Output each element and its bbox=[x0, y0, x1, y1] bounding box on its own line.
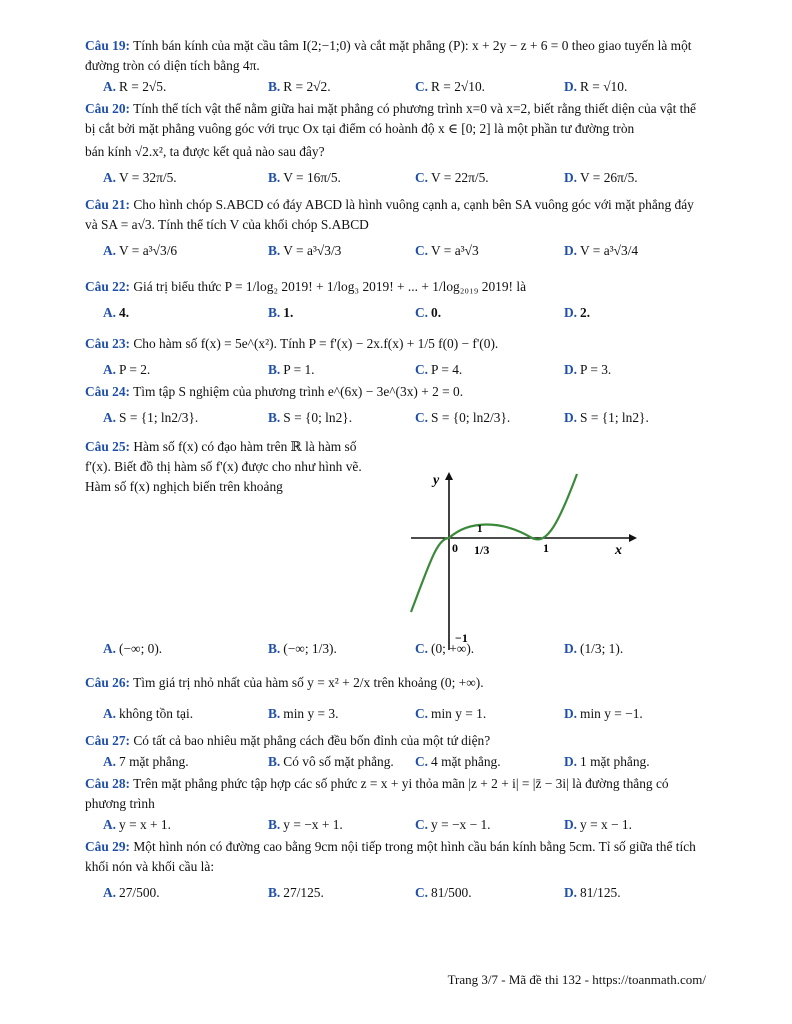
answers-26 bbox=[85, 699, 707, 729]
question-number: Câu 28: bbox=[85, 776, 131, 791]
question-number: Câu 29: bbox=[85, 839, 131, 854]
answer-d[interactable]: D. S = {1; ln2}. bbox=[564, 410, 649, 425]
question-number: Câu 23: bbox=[85, 336, 131, 351]
question-27 bbox=[85, 731, 707, 751]
question-number: Câu 24: bbox=[85, 384, 131, 399]
tick-one: 1 bbox=[543, 541, 549, 555]
answer-c[interactable]: C. S = {0; ln2/3}. bbox=[415, 410, 511, 425]
question-text: Có tất cả bao nhiêu mặt phẳng cách đều bốn đỉnh của một tứ diện? bbox=[133, 733, 491, 748]
answer-b[interactable]: B. (−∞; 1/3). bbox=[268, 641, 337, 656]
answer-a[interactable]: A. P = 2. bbox=[103, 362, 151, 377]
question-20 bbox=[85, 99, 707, 139]
question-text: bán kính √2.x², ta được kết quả nào sau đây? bbox=[85, 144, 325, 159]
question-number: Câu 20: bbox=[85, 101, 131, 116]
question-26 bbox=[85, 668, 707, 698]
question-number: Câu 22: bbox=[85, 279, 131, 294]
answer-b[interactable]: B. S = {0; ln2}. bbox=[268, 410, 353, 425]
answer-a[interactable]: A. V = a³√3/6 bbox=[103, 243, 178, 258]
peak-label: 1 bbox=[477, 523, 483, 535]
answer-d[interactable]: D. 2. bbox=[564, 305, 591, 320]
answer-d[interactable]: D. 1 mặt phẳng. bbox=[564, 754, 650, 769]
question-number: Câu 27: bbox=[85, 733, 131, 748]
answer-c[interactable]: C. P = 4. bbox=[415, 362, 463, 377]
answers-28 bbox=[85, 815, 707, 835]
answer-d[interactable]: D. 81/125. bbox=[564, 885, 621, 900]
answer-d[interactable]: D. V = a³√3/4 bbox=[564, 243, 639, 258]
question-number: Câu 25: bbox=[85, 439, 131, 454]
answers-22 bbox=[85, 303, 707, 323]
answer-b[interactable]: B. Có vô số mặt phẳng. bbox=[268, 754, 394, 769]
question-text: Cho hàm số f(x) = 5e^(x²). Tính P = f'(x) − 2x.f(x) + 1/5 f(0) − f'(0). bbox=[133, 336, 499, 351]
neg-one-label: −1 bbox=[455, 631, 468, 645]
answer-a[interactable]: A. (−∞; 0). bbox=[103, 641, 163, 656]
answer-c[interactable]: C. 0. bbox=[415, 305, 442, 320]
answer-c[interactable]: C. min y = 1. bbox=[415, 706, 487, 721]
question-number: Câu 21: bbox=[85, 197, 131, 212]
derivative-graph bbox=[407, 470, 637, 652]
answer-d[interactable]: D. (1/3; 1). bbox=[564, 641, 624, 656]
answer-c[interactable]: C. y = −x − 1. bbox=[415, 817, 491, 832]
answers-20 bbox=[85, 163, 707, 193]
answers-27 bbox=[85, 752, 707, 772]
question-text: Giá trị biểu thức P = 1/log₂ 2019! + 1/log₃ 2019! + ... + 1/log₂₀₁₉ 2019! là bbox=[133, 279, 527, 294]
question-22 bbox=[85, 272, 707, 302]
answers-21 bbox=[85, 236, 707, 266]
answer-c[interactable]: C. V = 22π/5. bbox=[415, 170, 489, 185]
question-text: Tính bán kính của mặt cầu tâm I(2;−1;0) và cắt mặt phẳng (P): x + 2y − z + 6 = 0 theo giao tuyến là một đường tròn có diện tích bằng 4π. bbox=[85, 38, 692, 73]
tick-one-third: 1/3 bbox=[474, 543, 490, 557]
answer-a[interactable]: A. R = 2√5. bbox=[103, 79, 167, 94]
answer-a[interactable]: A. S = {1; ln2/3}. bbox=[103, 410, 199, 425]
y-label: y bbox=[433, 473, 440, 488]
answers-29 bbox=[85, 878, 707, 908]
question-text: Tính thể tích vật thể nằm giữa hai mặt phẳng có phương trình x=0 và x=2, biết rằng thiết diện của vật thể bị cắt bởi mặt phẳng vuông góc với trục Ox tại điểm có hoành độ x ∈ [0; 2] là một phần tư đường tròn bbox=[85, 101, 697, 136]
answer-c[interactable]: C. 81/500. bbox=[415, 885, 472, 900]
question-text: Hàm số f(x) có đạo hàm trên ℝ là hàm số f'(x). Biết đồ thị hàm số f'(x) được cho như hình vẽ. Hàm số f(x) nghịch biến trên khoảng bbox=[85, 439, 362, 494]
answer-c[interactable]: C. R = 2√10. bbox=[415, 79, 485, 94]
question-28 bbox=[85, 774, 707, 814]
answers-23 bbox=[85, 360, 707, 380]
answer-a[interactable]: A. 27/500. bbox=[103, 885, 160, 900]
question-text: Tìm giá trị nhỏ nhất của hàm số y = x² + 2/x trên khoảng (0; +∞). bbox=[133, 675, 484, 690]
answer-b[interactable]: B. V = a³√3/3 bbox=[268, 243, 342, 258]
answer-c[interactable]: C. V = a³√3 bbox=[415, 243, 479, 258]
question-24 bbox=[85, 382, 707, 402]
answer-d[interactable]: D. P = 3. bbox=[564, 362, 612, 377]
answers-24 bbox=[85, 403, 707, 433]
question-text: Trên mặt phẳng phức tập hợp các số phức z = x + yi thỏa mãn |z + 2 + i| = |z̄ − 3i| là đường thẳng có phương trình bbox=[85, 776, 669, 811]
answers-19 bbox=[85, 77, 707, 97]
answer-a[interactable]: A. 4. bbox=[103, 305, 130, 320]
origin-label: 0 bbox=[452, 541, 458, 555]
answer-d[interactable]: D. min y = −1. bbox=[564, 706, 643, 721]
question-23 bbox=[85, 329, 707, 359]
question-21 bbox=[85, 195, 707, 235]
answer-b[interactable]: B. R = 2√2. bbox=[268, 79, 331, 94]
answer-a[interactable]: A. V = 32π/5. bbox=[103, 170, 177, 185]
x-axis-arrow-icon bbox=[629, 534, 637, 542]
answer-b[interactable]: B. 1. bbox=[268, 305, 294, 320]
y-axis-arrow-icon bbox=[445, 472, 453, 480]
question-19 bbox=[85, 36, 707, 76]
answer-b[interactable]: B. min y = 3. bbox=[268, 706, 339, 721]
question-20-cont bbox=[85, 142, 707, 162]
x-label: x bbox=[615, 543, 622, 558]
question-number: Câu 19: bbox=[85, 38, 131, 53]
answer-b[interactable]: B. V = 16π/5. bbox=[268, 170, 341, 185]
question-text: Tìm tập S nghiệm của phương trình e^(6x) − 3e^(3x) + 2 = 0. bbox=[133, 384, 464, 399]
answer-b[interactable]: B. y = −x + 1. bbox=[268, 817, 343, 832]
answer-a[interactable]: A. không tồn tại. bbox=[103, 706, 194, 721]
question-number: Câu 26: bbox=[85, 675, 131, 690]
answer-b[interactable]: B. P = 1. bbox=[268, 362, 315, 377]
answer-b[interactable]: B. 27/125. bbox=[268, 885, 324, 900]
answer-a[interactable]: A. 7 mặt phẳng. bbox=[103, 754, 189, 769]
answer-a[interactable]: A. y = x + 1. bbox=[103, 817, 171, 832]
question-text: Một hình nón có đường cao bằng 9cm nội tiếp trong một hình cầu bán kính bằng 5cm. Tỉ số giữa thể tích khối nón và khối cầu là: bbox=[85, 839, 696, 874]
answer-d[interactable]: D. y = x − 1. bbox=[564, 817, 632, 832]
answer-c[interactable]: C. (0; +∞). bbox=[415, 641, 475, 656]
answer-d[interactable]: D. R = √10. bbox=[564, 79, 628, 94]
answer-c[interactable]: C. 4 mặt phẳng. bbox=[415, 754, 501, 769]
page-footer: Trang 3/7 - Mã đề thi 132 - https://toanmath.com/ bbox=[447, 972, 706, 987]
answer-d[interactable]: D. V = 26π/5. bbox=[564, 170, 638, 185]
fprime-curve bbox=[411, 474, 577, 612]
question-text: Cho hình chóp S.ABCD có đáy ABCD là hình vuông cạnh a, cạnh bên SA vuông góc với mặt phẳng đáy và SA = a√3. Tính thể tích V của khối chóp S.ABCD bbox=[85, 197, 694, 232]
question-29 bbox=[85, 837, 707, 877]
